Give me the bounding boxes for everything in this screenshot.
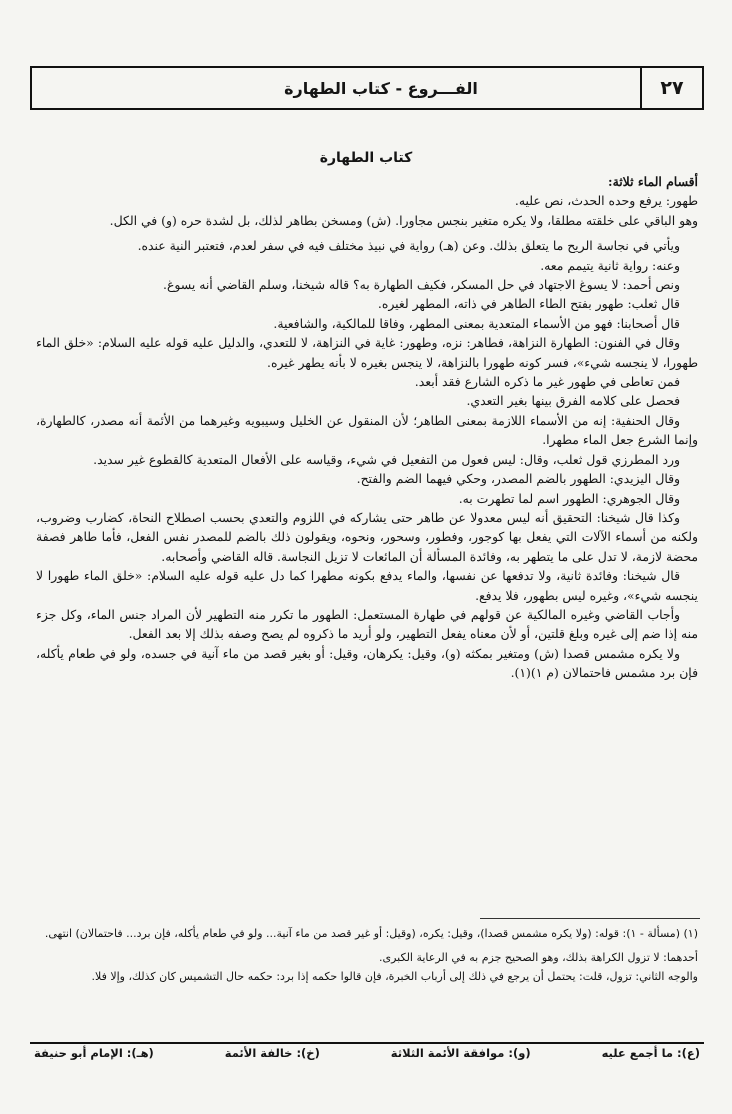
paragraph: وقال الجوهري: الطهور اسم لما تطهرت به.: [458, 490, 680, 506]
paragraph: قال ثعلب: طهور بفتح الطاء الطاهر في ذاته، المطهر لغيره.: [377, 296, 680, 312]
running-header: [30, 66, 704, 110]
paragraph: ويأتي في نجاسة الريح ما يتعلق بذلك. وعن (هـ) رواية في نبيذ مختلف فيه في سفر لعدم، فتعتبر النية عنده.: [137, 238, 680, 254]
abbreviation-legend: [30, 1046, 704, 1060]
paragraph: وعنه: رواية ثانية يتيمم معه.: [540, 257, 680, 273]
paragraph: وقال في الفنون: الطهارة النزاهة، فطاهر: نزه، وطهور: غاية في النزاهة، لا للتعدي، والدليل عليه قوله عليه السلام: «خلق الماء طهورا، لا ينجسه شيء»، فسر كونه طهورا بالنزاهة، لا ينجس بغيره لا بأنه يطهر غيره.: [36, 335, 698, 370]
paragraph: ولا يكره مشمس قصدا (ش) ومتغير بمكثه (و)، وقيل: يكرهان، وقيل: أو بغير قصد من ماء آنية في جسده، ولو في طعام يأكله، فإن برد مشمس فاحتمالان (م ١)(١).: [36, 645, 698, 681]
legend-khilaf: (خ): خالفة الأئمة: [224, 1046, 320, 1060]
paragraph: وأجاب القاضي وغيره المالكية عن قولهم في طهارة المستعمل: الطهور ما تكرر منه التطهير لأن المراد جنس الماء، وكل جزء منه إذا ضم إلى غيره وبلغ قلتين، أو لأن معناه يفعل التطهير، ولو أريد ما ذكروه لم يصح وصفه بذلك إلا بعد الفعل.: [36, 606, 698, 642]
footnotes: [36, 924, 698, 986]
legend-rule: [30, 1042, 704, 1044]
paragraph: قال أصحابنا: فهو من الأسماء المتعدية بمعنى المطهر، وفاقا للمالكية، والشافعية.: [273, 315, 680, 331]
main-text: [36, 172, 698, 683]
footnote: والوجه الثاني: تزول، قلت: يحتمل أن يرجع في ذلك إلى أرباب الخبرة، فإن قالوا حكمه إذا برد: حكمه حال التشميس كان كذلك، وإلا فلا.: [91, 970, 698, 983]
chapter-title: كتاب الطهارة: [319, 150, 413, 166]
legend-hanafi: (هـ): الإمام أبو حنيفة: [34, 1046, 154, 1060]
paragraph: طهور: يرفع وحده الحدث، نص عليه.: [514, 193, 698, 209]
paragraph: فحصل على كلامه الفرق بينها بغير التعدي.: [466, 393, 680, 409]
paragraph: ونص أحمد: لا يسوغ الاجتهاد في حل المسكر، فكيف الطهارة به؟ قاله شيخنا، وسلم القاضي أنه يسوغ.: [163, 277, 680, 293]
legend-wifaq: (و): موافقة الأئمة الثلاثة: [390, 1046, 531, 1060]
header-title: الفـــروع - كتاب الطهارة: [284, 78, 478, 98]
section-heading: أقسام الماء ثلاثة:: [608, 174, 698, 189]
footnote-separator: [480, 918, 700, 919]
footnote: أحدهما: لا تزول الكراهة بذلك، وهو الصحيح جزم به في الرعاية الكبرى.: [379, 951, 698, 964]
legend-ijma: (ع): ما أجمع عليه: [601, 1046, 700, 1060]
paragraph: وكذا قال شيخنا: التحقيق أنه ليس معدولا عن طاهر حتى يشاركه في اللزوم والتعدي بحسب اصطلاح النحاة، كضارب وضروب، ولكنه من أسماء الآلات التي يفعل بها كوجور، وفطور، وسحور، ونحوه، ويقولون ذلك بالضم للمصدر نفس الفعل، فأما طاهر فصفة محضة لازمة، لا تدل على ما يتطهر به، وفائدة المسألة أن المائعات لا تزيل النجاسة. قاله القاضي وأصحابه.: [36, 509, 698, 564]
page-number: ٢٧: [640, 68, 702, 108]
paragraph: فمن تعاطى في طهور غير ما ذكره الشارع فقد أبعد.: [414, 374, 680, 390]
paragraph: وهو الباقي على خلقته مطلقا، ولا يكره متغير بنجس مجاورا. (ش) ومسخن بطاهر لذلك، بل لشدة حره (و) في الكل.: [109, 212, 698, 228]
paragraph: وقال الحنفية: إنه من الأسماء اللازمة بمعنى الطاهر؛ لأن المنقول عن الخليل وسيبويه وغيرهما من الأئمة أنه مصدر، كالطهارة، وإنما الشرع جعل الماء مطهرا.: [36, 412, 698, 448]
paragraph: قال شيخنا: وفائدة ثانية، ولا تدفعها عن نفسها، والماء يدفع بكونه مطهرا كما دل عليه قوله عليه السلام: «خلق الماء طهورا لا ينجسه شيء»، وغيره ليس بطهور، فلا يدفع.: [36, 568, 698, 603]
paragraph: ورد المطرزي قول ثعلب، وقال: ليس فعول من التفعيل في شيء، وقياسه على الأفعال المتعدية كالقطوع غير سديد.: [93, 451, 680, 467]
footnote: (١) (مسألة - ١): قوله: (ولا يكره مشمس قصدا)، وقيل: يكره، (وقيل: أو غير قصد من ماء آنية... ولو في طعام يأكله، فإن برد... فاحتمالان) انتهى.: [44, 927, 698, 940]
paragraph: وقال اليزيدي: الطهور بالضم المصدر، وحكي فيهما الضم والفتح.: [356, 471, 680, 487]
